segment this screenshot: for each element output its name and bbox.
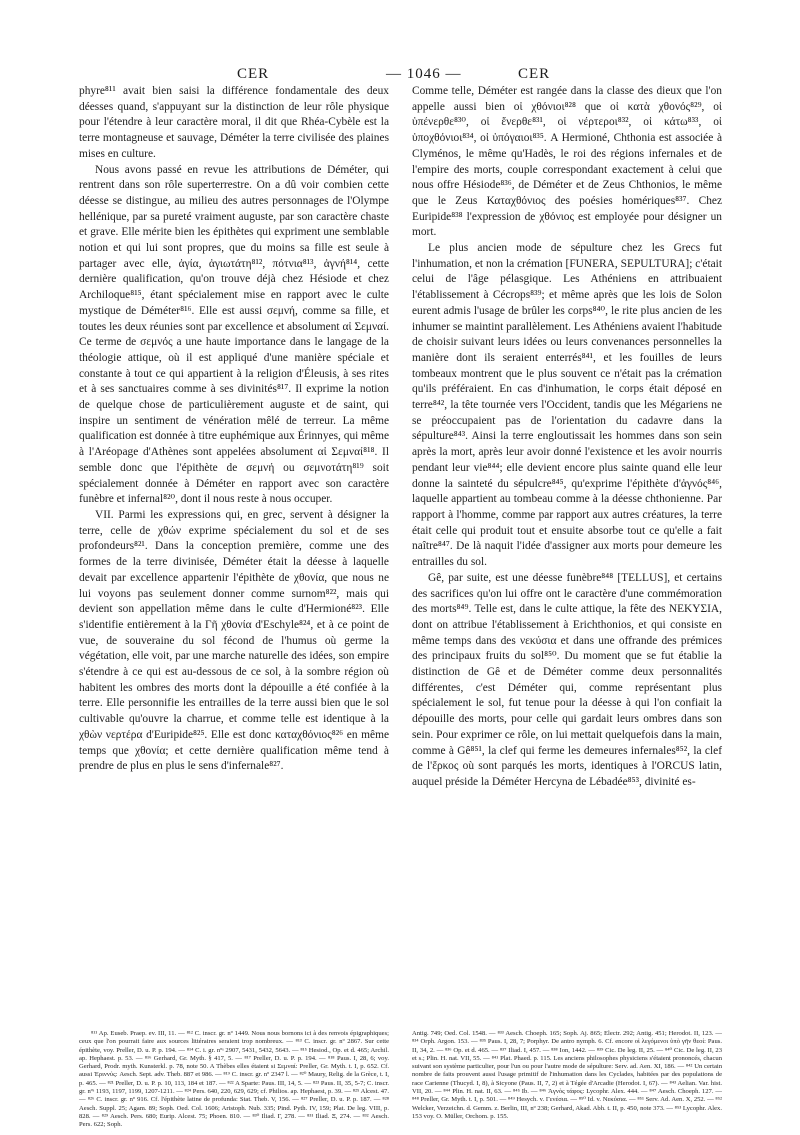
left-column [79,84,389,775]
page-number: — 1046 — [386,66,462,82]
right-column [412,84,722,791]
running-head-left: CER [237,66,270,82]
footnote-block-left: ⁸¹¹ Ap. Euseb. Praep. ev. III, 11. — ⁸¹² C. inscr. gr. nº 1449. Nous nous bornons ici à des renvois épigraphiques; ceux que l'on pourrait faire aux sources littéraires seraient trop nombreux. — ⁸¹³ C. inscr. gr. nº 2867. Sur cette épithète, voy. Preller, D. u. P. p. 194. — ⁸¹⁴ C. i. gr. nºˢ 2907, 5431, 5432, 5643. — ⁸¹⁵ Hesiod., Op. et d. 465; Archil. ap. Hephaest. p. 53. — ⁸¹⁶ Gerhard, Gr. Myth. § 417, 5. — ⁸¹⁷ Preller, D. u. P. p. 194. — ⁸¹⁸ Paus. I, 28, 6; voy. Gerhard, Prodr. myth. Kunsterkl. p. 78, note 50. A Thèbes elles étaient si Σεμναί: Preller, Gr. Myth. t. I, p. 652. Cf. aussi Ἐριννύς: Aesch. Sept. adv. Theb. 887 et 986. — ⁸¹⁹ C. inscr. gr. nº 2347 l. — ⁸²⁰ Maury, Relig. de la Grèce, t. I, p. 465. — ⁸²¹ Preller, D. u. P. p. 10, 113, 184 et 187. — ⁸²² A Sparte: Paus. III, 14, 5. — ⁸²³ Paus. II, 35, 5-7; C. inscr. gr. nºˢ 1193, 1197, 1199, 1207-1211. — ⁸²⁴ Pers. 640, 220, 629, 629; cf. Philios. ap. Hephaest, p. 39. — ⁸²⁵ Alcest. 47. — ⁸²⁶ C. inscr. gr. nº 916. Cf. l'épithète latine de profunda: Stat. Theb. V, 156. — ⁸²⁷ Preller, D. u. P. p. 187. — ⁸²⁸ Aesch. Suppl. 25; Agam. 89; Soph. Oed. Col. 1606; Aristoph. Nub. 335; Pind. Pyth. IV, 159; Plat. De leg. VIII, p. 828. — ⁸²⁹ Aesch. Pers. 680; Eurip. Alcest. 75; Phoen. 810. — ⁸³⁰ Iliad. Γ, 278. — ⁸³¹ Iliad. Ξ, 274. — ⁸³² Aesch. Pers. 622; Soph. [79,1030,389,1129]
footnotes-right [412,1030,722,1121]
footnotes-left [79,1030,389,1130]
running-head-right: CER [518,66,551,82]
right-paragraph-3: Gê, par suite, est une déesse funèbre⁸⁴⁸ [TELLUS], et certains des sacrifices qu'on lui offre ont le caractère d'une commémoration des morts⁸⁴⁹. Telle est, dans le culte attique, la fête des ΝΕΚΥΣΙΑ, dont on attribue l'établissement à Erichthonios, et qui consiste en même temps dans des νεκύσια et dans une offrande des prémices des principaux fruits du sol⁸⁵⁰. Du moment que se fut établie la distinction de Gê et de Déméter comme deux personnalités différentes, c'est Déméter qui, comme représentant plus spécialement le sol, fut tenue pour la déesse à qui l'on confiait la dépouille des morts, pour celle qui gardait leurs ombres dans son sein. Pour exprimer ce rôle, on lui mettait quelquefois dans la main, comme à Gê⁸⁵¹, la clef qui ferme les demeures infernales⁸⁵², la clef de l'ἕρκος où sont parqués les morts, identiques à l'ORCUS latin, auquel préside la Déméter Hercyna de Lébadée⁸⁵³, divinité es- [412,571,722,788]
footnote-block-right: Antig. 749; Oed. Col. 1548. — ⁸³³ Aesch. Choeph. 165; Soph. Aj. 865; Electr. 292; Antig. 451; Herodot. II, 123. — ⁸³⁴ Orph. Argon. 153. — ⁸³⁵ Paus. I, 28, 7; Porphyr. De antro nymph. 6. Cf. encore οἱ λεγόμενοι ὑπὸ γῆν θεοί: Paus. II, 34, 2. — ⁸³⁶ Op. et d. 465. — ⁸³⁷ Iliad. I, 457. — ⁸³⁸ Ion, 1442. — ⁸³⁹ Cic. De leg. II, 25. — ⁸⁴⁰ Cic. De leg. II, 23 et s.; Plin. H. nat. VII, 55. — ⁸⁴¹ Plat. Phaed. p. 115. Les anciens philosophes physiciens s'étaient prononcés, chacun suivant son système particulier, pour l'un ou pour l'autre mode de sépulture: Serv. ad. Aen. XI, 186. — ⁸⁴² Un certain nombre de faits prouvent aussi l'usage primitif de l'inhumation dans les Cyclades, habitées par des populations de race Carienne (Thucyd. I, 8), à Sicyone (Paus. II, 7, 2) et à Tégée d'Arcadie (Herodot. I, 67). — ⁸⁴³ Aelian. Var. hist. VII, 20. — ⁸⁴⁴ Plin. H. nat. II, 63. — ⁸⁴⁵ Ib. — ⁸⁴⁶ Ἁγνὸς τάφος: Lycophr. Alex. 444. — ⁸⁴⁷ Aesch. Choeph. 127. — ⁸⁴⁸ Preller, Gr. Myth. t. I, p. 501. — ⁸⁴⁹ Hesych. v. Γενέσια. — ⁸⁵⁰ Id. v. Νεκύσια. — ⁸⁵¹ Serv. Ad. Aen. X, 252. — ⁸⁵² Welcker, Verzeichn. d. Gemm. z. Berlin, III, nº 238; Gerhard, Akad. Abh. t. II, p. 450, note 373. — ⁸⁵³ Lycophr. Alex. 153 voy. O. Müller, Orchom. p. 155. [412,1030,722,1120]
left-paragraph-3: VII. Parmi les expressions qui, en grec, servent à désigner la terre, celle de χθών exprime spécialement du sol et de ses profondeurs⁸²¹. Dans la conception première, comme une des formes de la terre divinisée, Déméter était la déesse à laquelle devait par excellence appartenir l'épithète de χθονία, que nous ne lui voyons pas seulement donner comme surnom⁸²², mais qui devient son appellation même dans le culte d'Hermioné⁸²³. Elle s'identifie entièrement à la Γῆ χθονία d'Eschyle⁸²⁴, et à ce point de vue, de souveraine du sol fécond de l'humus où germe la végétation, elle voit, par une marche naturelle des idées, son empire s'étendre à ce qui est au-dessous de ce sol, à la sombre région où habitent les ombres des morts dont la dépouille a été confiée à la terre. Elle personnifie les entrailles de la terre aussi bien que le sol cultivable qu'ouvre la charrue, et comme telle est identique à la χθὼν νερτέρα d'Euripide⁸²⁵. Elle est donc καταχθόνιος⁸²⁶ en même temps que χθονία; et cette dernière qualification même tend à prendre de plus en plus le sens d'infernale⁸²⁷. [79,508,389,773]
left-paragraph-2: Nous avons passé en revue les attributions de Déméter, qui rentrent dans son rôle superterrestre. On a dû voir combien cette déesse se distingue, au milieu des autres personnages de l'Olympe hellénique, par sa pureté vraiment auguste, par son caractère chaste et grave. Elle mérite bien les épithètes qui expriment une semblable notion et qui lui sont propres, que du moins sa fille est seule à partager avec elle, ἁγία, ἁγιωτάτη⁸¹², πότνια⁸¹³, ἁγνή⁸¹⁴, cette dernière qualification, qu'on trouve déjà chez Hésiode et chez Archiloque⁸¹⁵, étant spécialement mise en rapport avec le culte mystique de Déméter⁸¹⁶. Elle est aussi σεμνή, comme sa fille, et toutes les deux réunies sont par excellence et absolument αἱ Σεμναί. Ce terme de σεμνός a une haute importance dans le langage de la théologie attique, où il est appliqué d'une manière spéciale et constante à tout ce qui appartient à la religion d'Éleusis, à ses rites et à ses sanctuaires comme à ses divinités⁸¹⁷. Il exprime la notion de quelque chose de particulièrement auguste et de saint, qui inspire un sentiment de vénération mêlé de terreur. La même qualification est donnée à titre euphémique aux Érinnyes, qui même à l'Aréopage d'Athènes sont appelées absolument αἱ Σεμναί⁸¹⁸. Il semble donc que l'épithète de σεμνή ou σεμνοτάτη⁸¹⁹ soit spécialement donnée à Déméter en rapport avec son caractère funèbre et infernal⁸²⁰, dont il nous reste à nous occuper. [79,163,389,506]
right-paragraph-1: Comme telle, Déméter est rangée dans la classe des dieux que l'on appelle aussi bien οἱ χθόνιοι⁸²⁸ que οἱ κατὰ χθονός⁸²⁹, οἱ ὑπένερθε⁸³⁰, οἱ ἔνερθε⁸³¹, οἱ νέρτεροι⁸³², οἱ κάτω⁸³³, οἱ ὑποχθόνιοι⁸³⁴, οἱ ὑπόγαιοι⁸³⁵. A Hermioné, Chthonia est associée à Clyménos, le même qu'Hadès, le roi des régions infernales et de l'empire des morts, couple correspondant exactement à celui que nous offre Hésiode⁸³⁶, de Déméter et de Zeus Chthonios, le même que le Zeus Καταχθόνιος des poésies homériques⁸³⁷. Chez Euripide⁸³⁸ l'expression de χθόνιος est employée pour désigner un mort. [412,85,722,239]
right-paragraph-2: Le plus ancien mode de sépulture chez les Grecs fut l'inhumation, et non la crémation [FUNERA, SEPULTURA]; c'était celui de l'âge pélasgique. Les Athéniens en attribuaient l'établissement à Cécrops⁸³⁹; et même après que les lois de Solon eurent admis l'usage de brûler les corps⁸⁴⁰, le rite plus ancien de les inhumer se maintint parallèlement. Les Athéniens avaient l'habitude de choisir suivant leurs idées ou leurs convenances personnelles la manière dont ils seraient enterrés⁸⁴¹, et les fouilles de leurs tombeaux montrent que le plus souvent ce n'était pas la crémation qu'ils préféraient. En cas d'inhumation, le corps était déposé en terre⁸⁴², la tête tournée vers l'Occident, tandis que les Mégariens ne se préoccupaient pas de l'orientation du cadavre dans la sépulture⁸⁴³. Ainsi la terre engloutissait les hommes dans son sein après la mort, après leur avoir donné l'existence et les avoir nourris pendant leur vie⁸⁴⁴; elle devient encore plus sainte quand elle leur donne la sainteté du sépulcre⁸⁴⁵, qu'exprime l'épithète d'ἁγνός⁸⁴⁶, laquelle appartient au tombeau comme à la déesse chthonienne. Par rapport à l'homme, comme par rapport aux autres créatures, la terre était celle qui produit tout et ensuite absorbe tout ce qu'elle a fait naître⁸⁴⁷. De là naquit l'idée d'assigner aux morts pour demeure les entrailles du sol. [412,242,722,569]
left-paragraph-1: phyre⁸¹¹ avait bien saisi la différence fondamentale des deux déesses quand, s'appuyant sur la distinction de leur rôle physique pour l'étendre à leur caractère moral, il dit que Rhéa-Cybèle est la terre montagneuse et sauvage, Déméter la terre civilisée des plaines mises en culture. [79,85,389,160]
